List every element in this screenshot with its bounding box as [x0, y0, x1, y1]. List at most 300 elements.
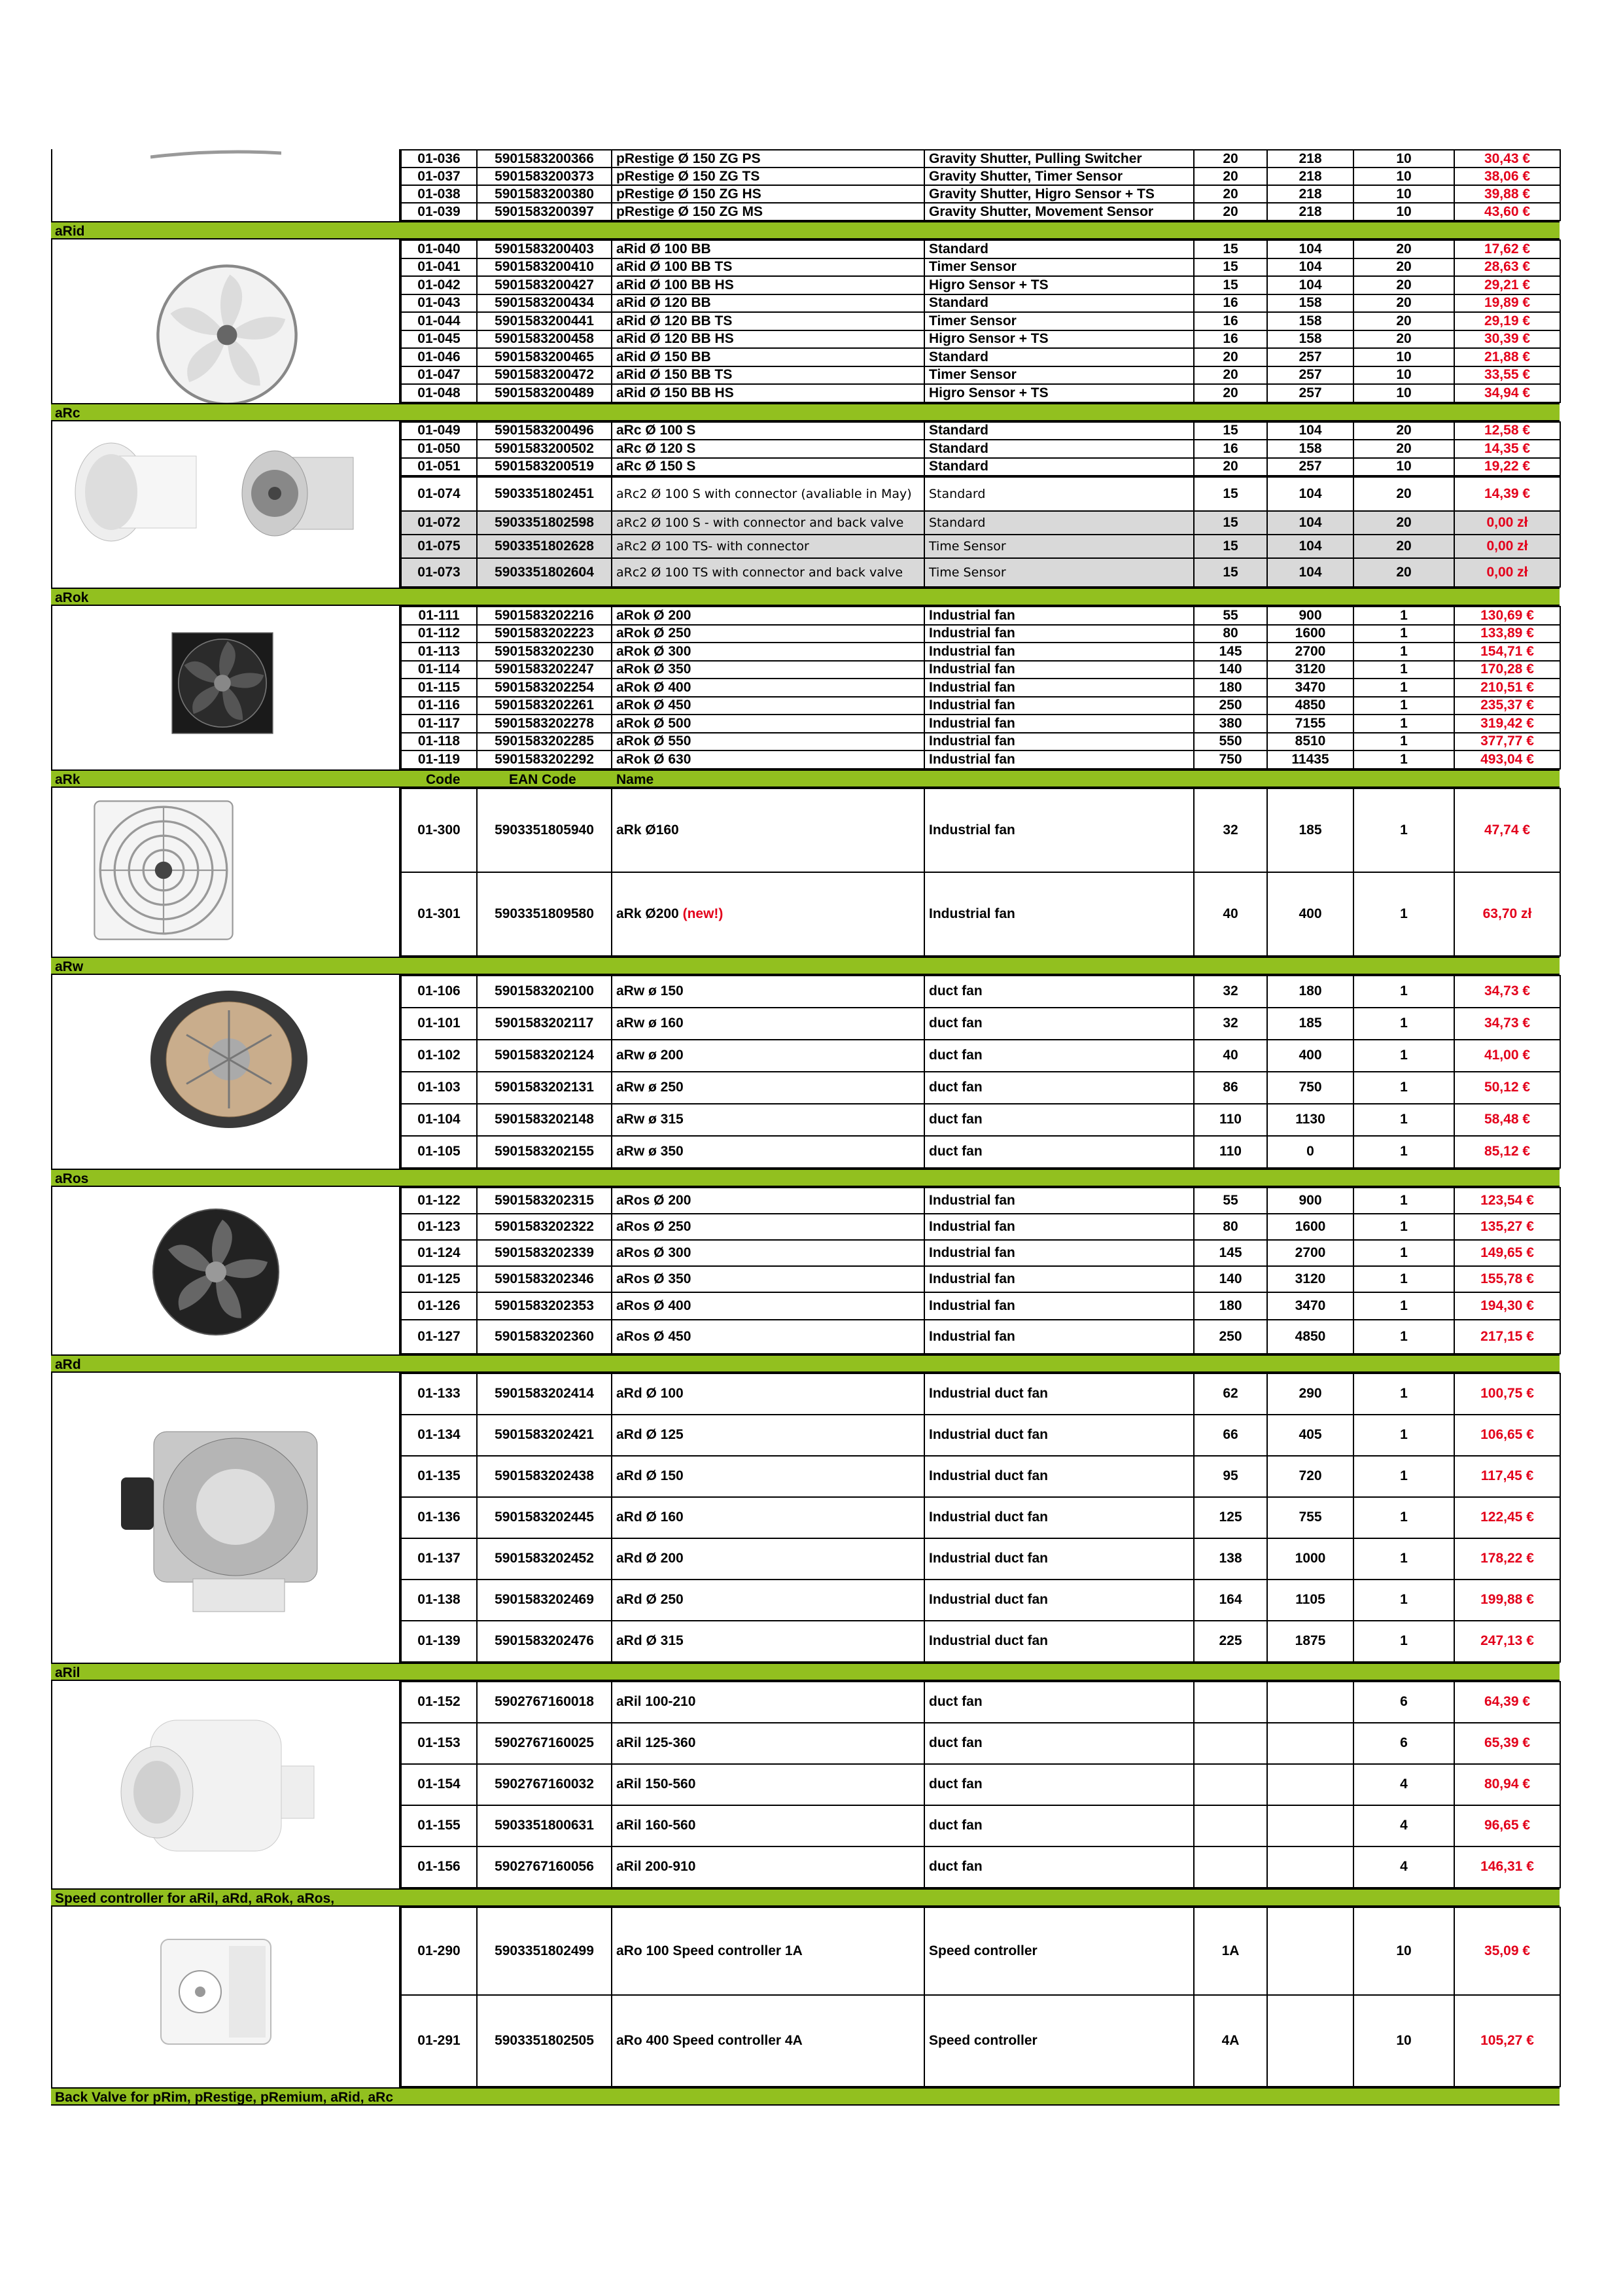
product-type: duct fan: [924, 1682, 1194, 1723]
pack-qty: 1: [1353, 1240, 1454, 1266]
price: 155,78 €: [1454, 1266, 1560, 1292]
power-value: 20: [1194, 366, 1267, 385]
section-ark: [51, 769, 1560, 957]
ean-code: 5903351805940: [477, 788, 612, 872]
table-row: [401, 276, 1560, 294]
product-name: aRok Ø 500: [612, 715, 924, 733]
price: 194,30 €: [1454, 1292, 1560, 1320]
section-header: [51, 1888, 1560, 1907]
product-name: aRok Ø 450: [612, 697, 924, 715]
section-title: aRid: [55, 224, 85, 239]
table-row: [401, 440, 1560, 458]
product-type: Timer Sensor: [924, 312, 1194, 330]
product-type: Speed controller: [924, 1995, 1194, 2087]
power-value: 380: [1194, 715, 1267, 733]
product-name: aRos Ø 400: [612, 1292, 924, 1320]
ean-code: 5901583200380: [477, 185, 612, 203]
price: 41,00 €: [1454, 1040, 1560, 1072]
product-type: duct fan: [924, 1805, 1194, 1846]
power-value: 16: [1194, 312, 1267, 330]
product-type: Gravity Shutter, Pulling Switcher: [924, 150, 1194, 168]
ean-code: 5901583202445: [477, 1497, 612, 1538]
product-code: 01-051: [401, 458, 477, 476]
product-name: pRestige Ø 150 ZG MS: [612, 203, 924, 221]
product-name: aRok Ø 300: [612, 643, 924, 661]
ean-code: 5901583202452: [477, 1538, 612, 1580]
ean-code: 5902767160056: [477, 1846, 612, 1888]
product-code: 01-102: [401, 1040, 477, 1072]
price: 85,12 €: [1454, 1136, 1560, 1168]
product-code: 01-039: [401, 203, 477, 221]
product-type: Standard: [924, 511, 1194, 535]
centrifugal-fan-image: [114, 1412, 350, 1628]
capacity-value: 218: [1267, 185, 1353, 203]
product-image-cell: [51, 788, 400, 957]
product-type: duct fan: [924, 1104, 1194, 1136]
price: 319,42 €: [1454, 715, 1560, 733]
table-row: [401, 458, 1560, 476]
table-row: [401, 1104, 1560, 1136]
ean-code: 5901583200441: [477, 312, 612, 330]
price: 133,89 €: [1454, 625, 1560, 643]
power-value: [1194, 1805, 1267, 1846]
product-name: aRd Ø 125: [612, 1415, 924, 1456]
section-header: [51, 2087, 1560, 2106]
price: 80,94 €: [1454, 1764, 1560, 1805]
product-name: aRok Ø 200: [612, 607, 924, 625]
price: 0,00 zł: [1454, 558, 1560, 587]
power-value: [1194, 1682, 1267, 1723]
product-type: Speed controller: [924, 1907, 1194, 1995]
price: 122,45 €: [1454, 1497, 1560, 1538]
product-name: pRestige Ø 150 ZG PS: [612, 150, 924, 168]
ean-code: 5901583200502: [477, 440, 612, 458]
ean-code: 5901583200403: [477, 240, 612, 258]
capacity-value: 4850: [1267, 697, 1353, 715]
price: 58,48 €: [1454, 1104, 1560, 1136]
table-row: [401, 1072, 1560, 1104]
capacity-value: 104: [1267, 258, 1353, 277]
price: 170,28 €: [1454, 661, 1560, 679]
product-image-cell: [51, 1907, 400, 2087]
ean-code: 5901583202322: [477, 1214, 612, 1240]
product-code: 01-300: [401, 788, 477, 872]
section-speed: [51, 1888, 1560, 2087]
table-row: [401, 1373, 1560, 1415]
price: 235,37 €: [1454, 697, 1560, 715]
price: 247,13 €: [1454, 1621, 1560, 1662]
ean-code: 5901583202261: [477, 697, 612, 715]
product-type: duct fan: [924, 1846, 1194, 1888]
price: 100,75 €: [1454, 1373, 1560, 1415]
product-name: aRw ø 315: [612, 1104, 924, 1136]
product-code: 01-049: [401, 422, 477, 440]
section-title: aRd: [55, 1356, 81, 1372]
ean-code: 5901583202247: [477, 661, 612, 679]
pack-qty: 10: [1353, 458, 1454, 476]
product-name: aRid Ø 120 BB TS: [612, 312, 924, 330]
capacity-value: 158: [1267, 294, 1353, 313]
table-row: [401, 203, 1560, 221]
capacity-value: 0: [1267, 1136, 1353, 1168]
product-code: 01-047: [401, 366, 477, 385]
product-name: aRos Ø 200: [612, 1188, 924, 1214]
price: 63,70 zł: [1454, 872, 1560, 956]
pack-qty: 20: [1353, 558, 1454, 587]
ean-code: 5903351802628: [477, 535, 612, 558]
product-code: 01-152: [401, 1682, 477, 1723]
product-type: Industrial duct fan: [924, 1621, 1194, 1662]
section-title: aRos: [55, 1171, 89, 1186]
capacity-value: [1267, 1805, 1353, 1846]
table-row: [401, 258, 1560, 277]
power-value: 55: [1194, 1188, 1267, 1214]
table-row: [401, 1240, 1560, 1266]
ean-code: 5901583202476: [477, 1621, 612, 1662]
ean-code: 5901583202292: [477, 751, 612, 769]
product-type: Industrial duct fan: [924, 1373, 1194, 1415]
product-type: Industrial fan: [924, 751, 1194, 769]
pack-qty: 1: [1353, 1136, 1454, 1168]
ean-code: 5901583202124: [477, 1040, 612, 1072]
ean-code: 5901583200410: [477, 258, 612, 277]
product-name: aRd Ø 150: [612, 1456, 924, 1497]
capacity-value: 405: [1267, 1415, 1353, 1456]
product-code: 01-037: [401, 168, 477, 185]
pack-qty: 1: [1353, 1266, 1454, 1292]
product-type: Industrial fan: [924, 1320, 1194, 1354]
section-valve: [51, 2087, 1560, 2106]
product-type: Higro Sensor + TS: [924, 276, 1194, 294]
product-code: 01-119: [401, 751, 477, 769]
table-row: [401, 558, 1560, 587]
price: 34,73 €: [1454, 976, 1560, 1008]
power-value: 20: [1194, 168, 1267, 185]
capacity-value: 8510: [1267, 733, 1353, 751]
section-title: Speed controller for aRil, aRd, aRok, aRos,: [55, 1890, 335, 1906]
product-type: Standard: [924, 458, 1194, 476]
product-code: 01-156: [401, 1846, 477, 1888]
fan-image: [92, 798, 236, 942]
product-image-cell: [51, 606, 400, 769]
capacity-value: 2700: [1267, 1240, 1353, 1266]
power-value: 4A: [1194, 1995, 1267, 2087]
ean-code: 5901583200472: [477, 366, 612, 385]
section-title: aRil: [55, 1665, 80, 1680]
product-name: aRos Ø 350: [612, 1266, 924, 1292]
capacity-value: 180: [1267, 976, 1353, 1008]
ean-code: 5902767160032: [477, 1764, 612, 1805]
capacity-value: 900: [1267, 607, 1353, 625]
section-ard: [51, 1354, 1560, 1663]
power-value: 750: [1194, 751, 1267, 769]
product-name: aRd Ø 160: [612, 1497, 924, 1538]
capacity-value: 218: [1267, 203, 1353, 221]
pack-qty: 1: [1353, 1415, 1454, 1456]
table-row: [401, 150, 1560, 168]
product-type: Higro Sensor + TS: [924, 384, 1194, 402]
pack-qty: 1: [1353, 1008, 1454, 1040]
table-row: [401, 1682, 1560, 1723]
power-value: 20: [1194, 203, 1267, 221]
section-aril: [51, 1663, 1560, 1888]
price: 28,63 €: [1454, 258, 1560, 277]
price: 34,94 €: [1454, 384, 1560, 402]
table-row: [401, 1580, 1560, 1621]
section-header: [51, 403, 1560, 421]
price: 0,00 zł: [1454, 535, 1560, 558]
pack-qty: 1: [1353, 976, 1454, 1008]
product-name: aRil 100-210: [612, 1682, 924, 1723]
product-name: aRc Ø 120 S: [612, 440, 924, 458]
ean-code: 5901583200496: [477, 422, 612, 440]
product-name: aRok Ø 350: [612, 661, 924, 679]
power-value: 66: [1194, 1415, 1267, 1456]
product-code: 01-045: [401, 330, 477, 349]
ean-code: 5901583200458: [477, 330, 612, 349]
capacity-value: 218: [1267, 168, 1353, 185]
power-value: 145: [1194, 643, 1267, 661]
product-code: 01-041: [401, 258, 477, 277]
product-name: aRos Ø 450: [612, 1320, 924, 1354]
product-code: 01-122: [401, 1188, 477, 1214]
product-name: aRo 100 Speed controller 1A: [612, 1907, 924, 1995]
table-row: [401, 1497, 1560, 1538]
table-row: [401, 1214, 1560, 1240]
product-type: Time Sensor: [924, 535, 1194, 558]
power-value: 86: [1194, 1072, 1267, 1104]
price: 21,88 €: [1454, 348, 1560, 366]
power-value: 140: [1194, 1266, 1267, 1292]
product-type: Standard: [924, 422, 1194, 440]
product-code: 01-290: [401, 1907, 477, 1995]
product-type: Industrial duct fan: [924, 1415, 1194, 1456]
table-row: [401, 661, 1560, 679]
product-code: 01-111: [401, 607, 477, 625]
product-code: 01-153: [401, 1723, 477, 1764]
capacity-value: 257: [1267, 384, 1353, 402]
product-type: Industrial duct fan: [924, 1497, 1194, 1538]
product-name: aRid Ø 150 BB: [612, 348, 924, 366]
col-code-header: Code: [426, 771, 461, 787]
product-name: aRw ø 250: [612, 1072, 924, 1104]
price: 146,31 €: [1454, 1846, 1560, 1888]
capacity-value: 1600: [1267, 625, 1353, 643]
product-code: 01-075: [401, 535, 477, 558]
product-code: 01-127: [401, 1320, 477, 1354]
table-row: [401, 1723, 1560, 1764]
table-row: [401, 607, 1560, 625]
capacity-value: 720: [1267, 1456, 1353, 1497]
price: 14,39 €: [1454, 477, 1560, 511]
product-name: aRos Ø 300: [612, 1240, 924, 1266]
product-type: Industrial fan: [924, 788, 1194, 872]
pack-qty: 1: [1353, 1497, 1454, 1538]
capacity-value: 257: [1267, 348, 1353, 366]
product-name-text: aRk Ø200: [616, 906, 679, 921]
product-name: aRil 200-910: [612, 1846, 924, 1888]
capacity-value: 750: [1267, 1072, 1353, 1104]
price: 0,00 zł: [1454, 511, 1560, 535]
product-type: Standard: [924, 477, 1194, 511]
price: 117,45 €: [1454, 1456, 1560, 1497]
pack-qty: 1: [1353, 1040, 1454, 1072]
product-image-cell: [51, 239, 400, 403]
price: 19,22 €: [1454, 458, 1560, 476]
power-value: 20: [1194, 348, 1267, 366]
power-value: 550: [1194, 733, 1267, 751]
ean-code: 5901583202100: [477, 976, 612, 1008]
capacity-value: 400: [1267, 872, 1353, 956]
pack-qty: 10: [1353, 168, 1454, 185]
product-code: 01-046: [401, 348, 477, 366]
ean-code: 5901583200373: [477, 168, 612, 185]
pack-qty: 1: [1353, 1292, 1454, 1320]
power-value: 80: [1194, 625, 1267, 643]
product-code: 01-117: [401, 715, 477, 733]
table-row: [401, 384, 1560, 402]
capacity-value: 104: [1267, 477, 1353, 511]
ean-code: 5901583200434: [477, 294, 612, 313]
price: 29,19 €: [1454, 312, 1560, 330]
capacity-value: 104: [1267, 535, 1353, 558]
ean-code: 5903351809580: [477, 872, 612, 956]
price: 12,58 €: [1454, 422, 1560, 440]
product-code: 01-154: [401, 1764, 477, 1805]
ean-code: 5901583202421: [477, 1415, 612, 1456]
product-name: aRd Ø 100: [612, 1373, 924, 1415]
product-image-cell: [51, 1373, 400, 1663]
pack-qty: 1: [1353, 1373, 1454, 1415]
product-code: 01-048: [401, 384, 477, 402]
product-code: 01-044: [401, 312, 477, 330]
table-row: [401, 1764, 1560, 1805]
product-image-cell: [51, 149, 400, 221]
product-code: 01-301: [401, 872, 477, 956]
table-row: [401, 1538, 1560, 1580]
table-row: [401, 1805, 1560, 1846]
price: 199,88 €: [1454, 1580, 1560, 1621]
product-code: 01-042: [401, 276, 477, 294]
price: 217,15 €: [1454, 1320, 1560, 1354]
pack-qty: 1: [1353, 661, 1454, 679]
section-header: [51, 588, 1560, 606]
product-code: 01-134: [401, 1415, 477, 1456]
table-row: [401, 1415, 1560, 1456]
capacity-value: 1600: [1267, 1214, 1353, 1240]
product-type: Timer Sensor: [924, 258, 1194, 277]
price: 105,27 €: [1454, 1995, 1560, 2087]
capacity-value: 1000: [1267, 1538, 1353, 1580]
product-code: 01-118: [401, 733, 477, 751]
capacity-value: [1267, 1682, 1353, 1723]
power-value: 180: [1194, 679, 1267, 697]
inline-fan-image: [105, 1707, 327, 1877]
table-row: [401, 1292, 1560, 1320]
power-value: 110: [1194, 1104, 1267, 1136]
table-row: [401, 733, 1560, 751]
pack-qty: 1: [1353, 1214, 1454, 1240]
pack-qty: 1: [1353, 679, 1454, 697]
table-row: [401, 872, 1560, 956]
price: 96,65 €: [1454, 1805, 1560, 1846]
section-prestige-continued: [51, 149, 1560, 221]
capacity-value: 158: [1267, 440, 1353, 458]
ean-code: 5901583202315: [477, 1188, 612, 1214]
duct-fan-image: [65, 433, 229, 551]
capacity-value: 1130: [1267, 1104, 1353, 1136]
section-arid: [51, 221, 1560, 403]
power-value: 125: [1194, 1497, 1267, 1538]
price: 154,71 €: [1454, 643, 1560, 661]
price: 34,73 €: [1454, 1008, 1560, 1040]
product-code: 01-036: [401, 150, 477, 168]
capacity-value: 755: [1267, 1497, 1353, 1538]
capacity-value: 290: [1267, 1373, 1353, 1415]
pack-qty: 1: [1353, 1320, 1454, 1354]
product-type: duct fan: [924, 1008, 1194, 1040]
section-title: aRk: [55, 771, 80, 787]
product-image-cell: [51, 421, 400, 588]
ean-code: 5901583202414: [477, 1373, 612, 1415]
product-image-cell: [51, 975, 400, 1169]
product-name: aRo 400 Speed controller 4A: [612, 1995, 924, 2087]
power-value: 55: [1194, 607, 1267, 625]
section-arc: [51, 403, 1560, 588]
pack-qty: 1: [1353, 1580, 1454, 1621]
capacity-value: [1267, 1723, 1353, 1764]
pack-qty: 10: [1353, 203, 1454, 221]
product-name: aRok Ø 550: [612, 733, 924, 751]
power-value: 15: [1194, 276, 1267, 294]
price: 29,21 €: [1454, 276, 1560, 294]
capacity-value: 185: [1267, 1008, 1353, 1040]
ean-code: 5901583202353: [477, 1292, 612, 1320]
capacity-value: 3470: [1267, 679, 1353, 697]
industrial-fan-image: [170, 631, 275, 735]
section-header: [51, 957, 1560, 975]
ean-code: 5901583202155: [477, 1136, 612, 1168]
product-type: Gravity Shutter, Movement Sensor: [924, 203, 1194, 221]
section-arw: [51, 957, 1560, 1169]
table-row: [401, 477, 1560, 511]
power-value: 16: [1194, 440, 1267, 458]
product-name: aRd Ø 250: [612, 1580, 924, 1621]
pack-qty: 1: [1353, 1621, 1454, 1662]
price: 35,09 €: [1454, 1907, 1560, 1995]
capacity-value: [1267, 1995, 1353, 2087]
pack-qty: 20: [1353, 440, 1454, 458]
ean-code: 5901583202285: [477, 733, 612, 751]
pack-qty: 4: [1353, 1764, 1454, 1805]
duct-fan-image: [131, 984, 327, 1135]
product-name: aRid Ø 120 BB HS: [612, 330, 924, 349]
section-header: [51, 1354, 1560, 1373]
table-row: [401, 1907, 1560, 1995]
product-code: 01-155: [401, 1805, 477, 1846]
section-title: aRc: [55, 405, 80, 421]
section-title: aRw: [55, 959, 84, 974]
table-row: [401, 511, 1560, 535]
capacity-value: 2700: [1267, 643, 1353, 661]
product-type: Industrial fan: [924, 643, 1194, 661]
product-code: 01-115: [401, 679, 477, 697]
ean-code: 5901583200489: [477, 384, 612, 402]
ean-code: 5903351802598: [477, 511, 612, 535]
ean-code: 5901583202117: [477, 1008, 612, 1040]
power-value: 20: [1194, 384, 1267, 402]
product-name: aRc2 Ø 100 TS with connector and back valve: [612, 558, 924, 587]
